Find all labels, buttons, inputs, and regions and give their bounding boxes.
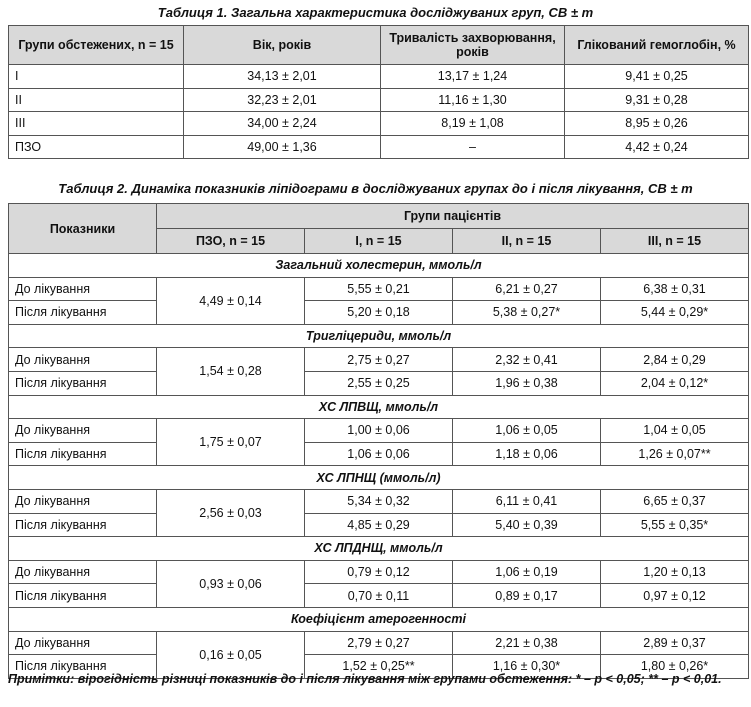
table2 [8,203,749,679]
table2-row-before [9,560,749,584]
row-label-after: Після лікування [9,442,157,466]
row-label-after: Після лікування [9,584,157,608]
row-label-after: Після лікування [9,513,157,537]
table1-cell: 49,00 ± 1,36 [184,135,381,159]
table1-cell: I [9,65,184,89]
table1-caption: Таблиця 1. Загальна характеристика досліджуваних груп, CB ± m [157,5,594,20]
value-before: 0,79 ± 0,12 [305,560,453,584]
table1-header-hba1c: Глікований гемоглобін, % [565,26,749,65]
row-label-before: До лікування [9,560,157,584]
table1-cell: 11,16 ± 1,30 [381,88,565,112]
section-title-row [9,254,749,278]
value-after: 0,70 ± 0,11 [305,584,453,608]
section-title: ХС ЛПВЩ, ммоль/л [9,395,749,419]
table2-subheader-group2: II, n = 15 [453,229,601,254]
value-after: 0,89 ± 0,17 [453,584,601,608]
value-after: 1,52 ± 0,25** [305,655,453,679]
table2-row-before [9,631,749,655]
value-after: 5,38 ± 0,27* [453,301,601,325]
value-after: 2,04 ± 0,12* [601,371,749,395]
table1-cell: 13,17 ± 1,24 [381,65,565,89]
table1-cell: 8,19 ± 1,08 [381,112,565,136]
table1-header-age: Вік, років [184,26,381,65]
section-title: Загальний холестерин, ммоль/л [9,254,749,278]
value-before: 2,79 ± 0,27 [305,631,453,655]
value-after: 2,55 ± 0,25 [305,371,453,395]
value-after: 5,55 ± 0,35* [601,513,749,537]
table1-cell: 34,00 ± 2,24 [184,112,381,136]
table2-header-groups: Групи пацієнтів [157,204,749,229]
value-before: 2,21 ± 0,38 [453,631,601,655]
section-title: Коефіцієнт атерогенності [9,607,749,631]
value-before: 2,89 ± 0,37 [601,631,749,655]
value-after: 1,18 ± 0,06 [453,442,601,466]
value-after: 5,40 ± 0,39 [453,513,601,537]
table2-row-before [9,419,749,443]
table2-subheader-group3: III, n = 15 [601,229,749,254]
value-after: 0,97 ± 0,12 [601,584,749,608]
footnote: Примітки: вірогідність різниці показників до і після лікування між групами обстеження: * – p < 0,05; ** – p < 0,01. [8,672,722,686]
table2-header-indicator: Показники [9,204,157,254]
table1-row [9,135,749,159]
table1-cell: 32,23 ± 2,01 [184,88,381,112]
pzo-value: 0,16 ± 0,05 [157,631,305,678]
table1-cell: II [9,88,184,112]
value-after: 5,44 ± 0,29* [601,301,749,325]
pzo-value: 1,54 ± 0,28 [157,348,305,395]
table2-row-before [9,489,749,513]
table2-row-after [9,584,749,608]
value-before: 6,11 ± 0,41 [453,489,601,513]
value-before: 5,34 ± 0,32 [305,489,453,513]
row-label-before: До лікування [9,419,157,443]
value-before: 5,55 ± 0,21 [305,277,453,301]
table2-row-before [9,348,749,372]
table1-row [9,88,749,112]
table1-cell: 8,95 ± 0,26 [565,112,749,136]
value-before: 1,04 ± 0,05 [601,419,749,443]
row-label-after: Після лікування [9,371,157,395]
value-before: 2,75 ± 0,27 [305,348,453,372]
table1-header-duration: Тривалість захворювання, років [381,26,565,65]
row-label-before: До лікування [9,348,157,372]
row-label-before: До лікування [9,277,157,301]
value-after: 1,80 ± 0,26* [601,655,749,679]
section-title: ХС ЛПДНЩ, ммоль/л [9,537,749,561]
value-before: 6,21 ± 0,27 [453,277,601,301]
table1-cell: III [9,112,184,136]
table2-subheader-pzo: ПЗО, n = 15 [157,229,305,254]
section-title: ХС ЛПНЩ (ммоль/л) [9,466,749,490]
table1-cell: 4,42 ± 0,24 [565,135,749,159]
value-before: 2,32 ± 0,41 [453,348,601,372]
value-after: 5,20 ± 0,18 [305,301,453,325]
value-before: 6,65 ± 0,37 [601,489,749,513]
table2-row-before [9,277,749,301]
row-label-before: До лікування [9,489,157,513]
table1-header-row [9,26,749,65]
value-before: 2,84 ± 0,29 [601,348,749,372]
section-title-row [9,537,749,561]
value-before: 1,00 ± 0,06 [305,419,453,443]
pzo-value: 0,93 ± 0,06 [157,560,305,607]
table2-row-after [9,301,749,325]
table2-header-row [9,204,749,229]
pzo-value: 1,75 ± 0,07 [157,419,305,466]
table1-row [9,65,749,89]
row-label-after: Після лікування [9,301,157,325]
row-label-after: Після лікування [9,655,157,679]
table1-row [9,112,749,136]
table2-caption: Таблиця 2. Динаміка показників ліпідограми в досліджуваних групах до і після лікування, CB ± m [58,181,693,196]
table1-cell: 9,41 ± 0,25 [565,65,749,89]
row-label-before: До лікування [9,631,157,655]
pzo-value: 4,49 ± 0,14 [157,277,305,324]
value-before: 1,06 ± 0,19 [453,560,601,584]
table1-cell: ПЗО [9,135,184,159]
value-before: 1,20 ± 0,13 [601,560,749,584]
value-after: 1,96 ± 0,38 [453,371,601,395]
value-before: 1,06 ± 0,05 [453,419,601,443]
section-title: Тригліцериди, ммоль/л [9,324,749,348]
table1-cell: 34,13 ± 2,01 [184,65,381,89]
table1-cell: – [381,135,565,159]
table1 [8,25,749,159]
value-after: 1,06 ± 0,06 [305,442,453,466]
value-before: 6,38 ± 0,31 [601,277,749,301]
section-title-row [9,607,749,631]
value-after: 4,85 ± 0,29 [305,513,453,537]
section-title-row [9,466,749,490]
section-title-row [9,324,749,348]
value-after: 1,26 ± 0,07** [601,442,749,466]
table1-cell: 9,31 ± 0,28 [565,88,749,112]
table2-row-after [9,442,749,466]
table2-row-after [9,513,749,537]
pzo-value: 2,56 ± 0,03 [157,489,305,536]
value-after: 1,16 ± 0,30* [453,655,601,679]
table1-header-groups: Групи обстежених, n = 15 [9,26,184,65]
table2-row-after [9,371,749,395]
section-title-row [9,395,749,419]
table2-subheader-group1: I, n = 15 [305,229,453,254]
